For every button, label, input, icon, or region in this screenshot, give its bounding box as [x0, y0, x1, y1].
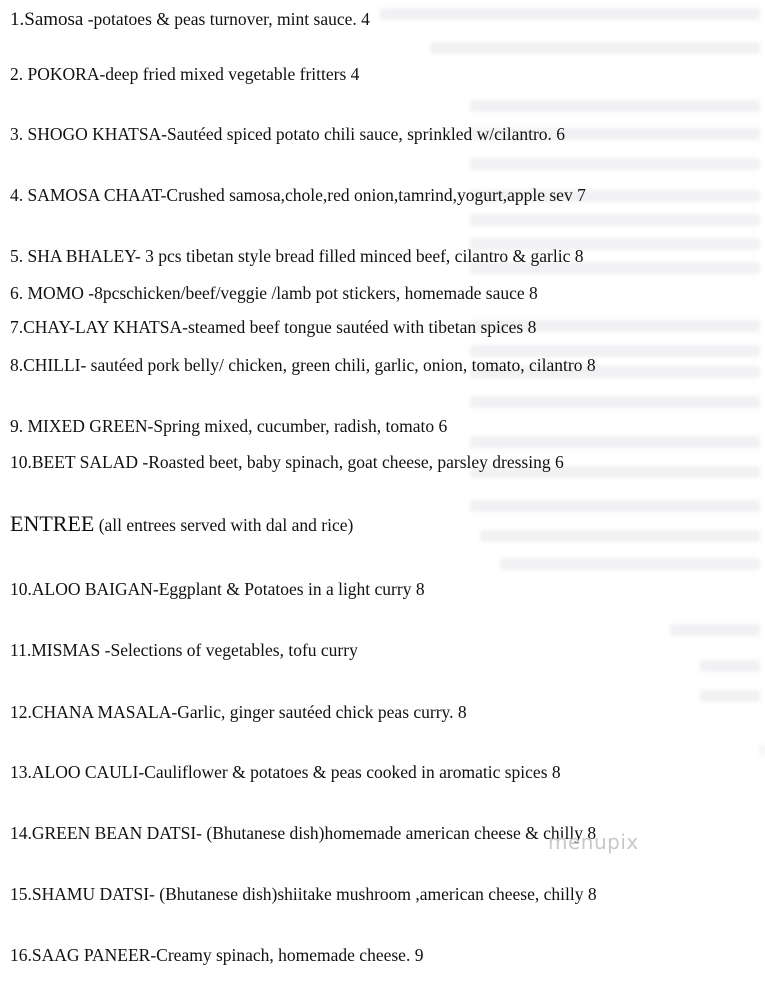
entree-item-12 [10, 702, 467, 722]
entree-item-13 [10, 762, 561, 782]
entree-heading [10, 512, 353, 537]
menu-item-4 [10, 185, 586, 205]
menu-item-name: 1.Samosa [10, 9, 84, 30]
entree-item-10 [10, 579, 425, 599]
menu-item-text: 2. POKORA-deep fried mixed vegetable fritters 4 [10, 64, 360, 84]
menu-item-desc: -potatoes & peas turnover, mint sauce. 4 [83, 9, 370, 29]
menu-item-text: 13.ALOO CAULI-Cauliflower & potatoes & peas cooked in aromatic spices 8 [10, 762, 561, 782]
entree-item-16 [10, 945, 423, 965]
menu-item-2 [10, 64, 359, 84]
section-title: ENTREE [10, 511, 95, 536]
menu-item-9 [10, 416, 447, 436]
section-note: (all entrees served with dal and rice) [94, 515, 354, 535]
menu-item-3 [10, 124, 565, 144]
menu-item-text: 7.CHAY-LAY KHATSA-steamed beef tongue sautéed with tibetan spices 8 [10, 317, 537, 337]
menu-item-8 [10, 355, 596, 375]
menu-item-text: 8.CHILLI- sautéed pork belly/ chicken, green chili, garlic, onion, tomato, cilantro 8 [10, 355, 596, 375]
menu-item-text: 15.SHAMU DATSI- (Bhutanese dish)shiitake mushroom ,american cheese, chilly 8 [10, 884, 597, 904]
menu-item-7 [10, 317, 536, 337]
menu-item-text: 10.ALOO BAIGAN-Eggplant & Potatoes in a light curry 8 [10, 579, 425, 599]
menu-item-1 [10, 9, 370, 30]
watermark: menupix [548, 830, 639, 854]
menu-item-text: 10.BEET SALAD -Roasted beet, baby spinach, goat cheese, parsley dressing 6 [10, 452, 564, 472]
entree-item-11 [10, 640, 358, 660]
menu-item-text: 14.GREEN BEAN DATSI- (Bhutanese dish)homemade american cheese & chilly 8 [10, 823, 597, 843]
menu-item-text: 11.MISMAS -Selections of vegetables, tofu curry [10, 640, 358, 660]
menu-item-text: 3. SHOGO KHATSA-Sautéed spiced potato chili sauce, sprinkled w/cilantro. 6 [10, 124, 566, 144]
menu-item-6 [10, 283, 538, 303]
menu-item-text: 4. SAMOSA CHAAT-Crushed samosa,chole,red onion,tamrind,yogurt,apple sev 7 [10, 185, 586, 205]
entree-item-14 [10, 823, 596, 843]
menu-item-text: 6. MOMO -8pcschicken/beef/veggie /lamb pot stickers, homemade sauce 8 [10, 283, 538, 303]
menu-item-text: 9. MIXED GREEN-Spring mixed, cucumber, radish, tomato 6 [10, 416, 448, 436]
menu-item-5 [10, 246, 583, 266]
entree-item-15 [10, 884, 597, 904]
menu-item-text: 16.SAAG PANEER-Creamy spinach, homemade cheese. 9 [10, 945, 424, 965]
menu-item-text: 5. SHA BHALEY- 3 pcs tibetan style bread filled minced beef, cilantro & garlic 8 [10, 246, 584, 266]
menu-item-text: 12.CHANA MASALA-Garlic, ginger sautéed chick peas curry. 8 [10, 702, 467, 722]
menu-item-10 [10, 452, 564, 472]
